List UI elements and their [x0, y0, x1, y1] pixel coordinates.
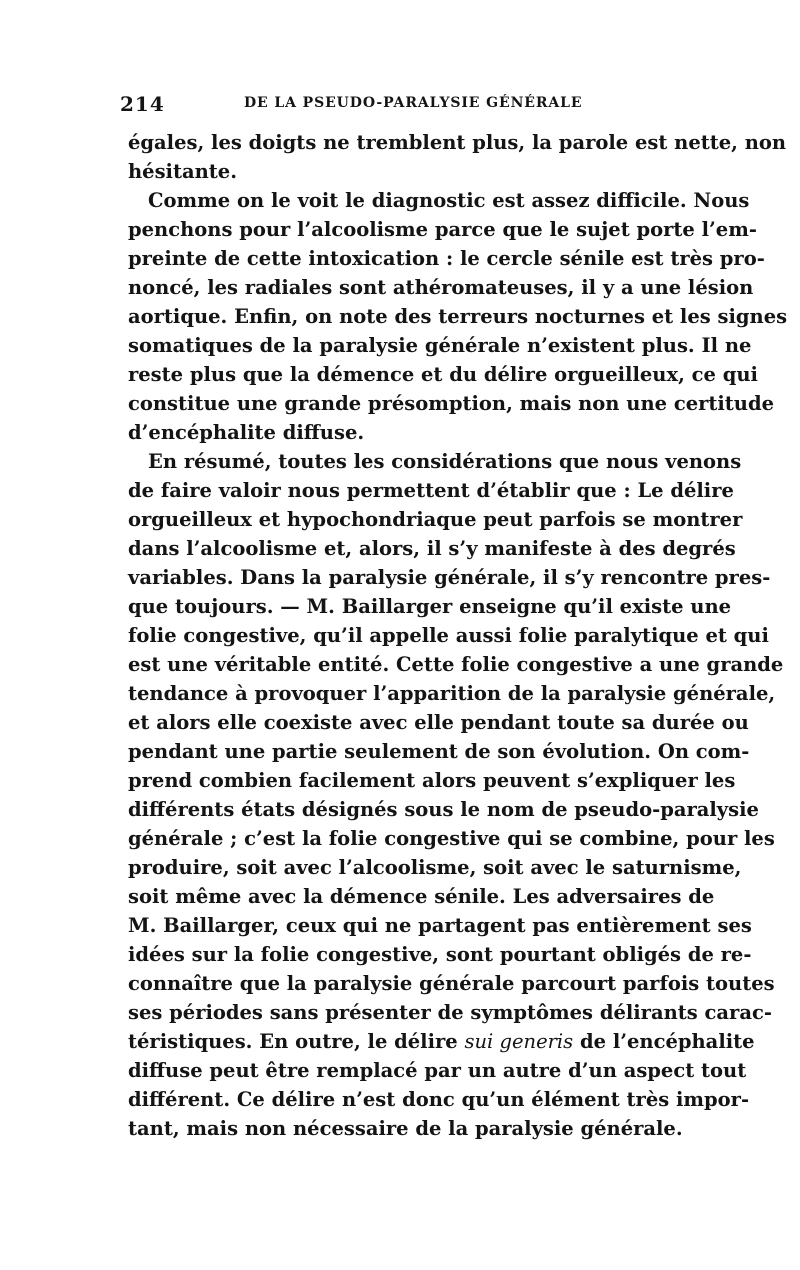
text-line: En résumé, toutes les considérations que nous venons: [148, 450, 742, 473]
text-line: penchons pour l’alcoolisme parce que le sujet porte l’em-: [128, 218, 757, 241]
text-line: pendant une partie seulement de son évolution. On com-: [128, 740, 750, 763]
text-line: aortique. Enfin, on note des terreurs nocturnes et les signes: [128, 305, 788, 328]
text-line: hésitante.: [128, 160, 237, 183]
text-line: orgueilleux et hypochondriaque peut parfois se montrer: [128, 508, 743, 531]
text-line: constitue une grande présomption, mais non une certitude: [128, 392, 775, 415]
text-segment: de l’encéphalite: [579, 1030, 755, 1053]
text-line: somatiques de la paralysie générale n’existent plus. Il ne: [128, 334, 752, 357]
text-line: reste plus que la démence et du délire orgueilleux, ce qui: [128, 363, 758, 386]
text-line: noncé, les radiales sont athéromateuses, il y a une lésion: [128, 276, 754, 299]
text-line: variables. Dans la paralysie générale, il s’y rencontre pres-: [128, 566, 771, 589]
text-line: dans l’alcoolisme et, alors, il s’y manifeste à des degrés: [128, 537, 736, 560]
body-text: [128, 128, 788, 1143]
text-line: différents états désignés sous le nom de pseudo-paralysie: [128, 798, 759, 821]
text-line: générale ; c’est la folie congestive qui se combine, pour les: [128, 827, 775, 850]
text-line: est une véritable entité. Cette folie congestive a une grande: [128, 653, 784, 676]
text-line: et alors elle coexiste avec elle pendant toute sa durée ou: [128, 711, 749, 734]
text-line: tant, mais non nécessaire de la paralysie générale.: [128, 1117, 683, 1140]
italic-phrase: sui generis: [464, 1030, 574, 1053]
text-line: folie congestive, qu’il appelle aussi folie paralytique et qui: [128, 624, 769, 647]
text-line: de faire valoir nous permettent d’établir que : Le délire: [128, 479, 734, 502]
text-line: que toujours. — M. Baillarger enseigne qu’il existe une: [128, 595, 732, 618]
text-line: ses périodes sans présenter de symptômes délirants carac-: [128, 1001, 772, 1024]
page-number: 214: [120, 92, 165, 116]
text-line: M. Baillarger, ceux qui ne partagent pas entièrement ses: [128, 914, 752, 937]
page-header: [120, 92, 680, 118]
text-line: soit même avec la démence sénile. Les adversaires de: [128, 885, 715, 908]
text-line: égales, les doigts ne tremblent plus, la parole est nette, non: [128, 131, 787, 154]
text-line: connaître que la paralysie générale parcourt parfois toutes: [128, 972, 775, 995]
text-line: prend combien facilement alors peuvent s’expliquer les: [128, 769, 736, 792]
text-line: diffuse peut être remplacé par un autre d’un aspect tout: [128, 1059, 747, 1082]
text-line: Comme on le voit le diagnostic est assez difficile. Nous: [148, 189, 750, 212]
text-line: tendance à provoquer l’apparition de la paralysie générale,: [128, 682, 776, 705]
text-line: produire, soit avec l’alcoolisme, soit avec le saturnisme,: [128, 856, 742, 879]
text-line: idées sur la folie congestive, sont pourtant obligés de re-: [128, 943, 752, 966]
text-line-with-italic: [128, 1027, 755, 1056]
text-line: preinte de cette intoxication : le cercle sénile est très pro-: [128, 247, 765, 270]
text-segment: téristiques. En outre, le délire: [128, 1030, 458, 1053]
text-line: différent. Ce délire n’est donc qu’un élément très impor-: [128, 1088, 750, 1111]
running-title: DE LA PSEUDO-PARALYSIE GÉNÉRALE: [244, 95, 583, 111]
text-line: d’encéphalite diffuse.: [128, 421, 365, 444]
